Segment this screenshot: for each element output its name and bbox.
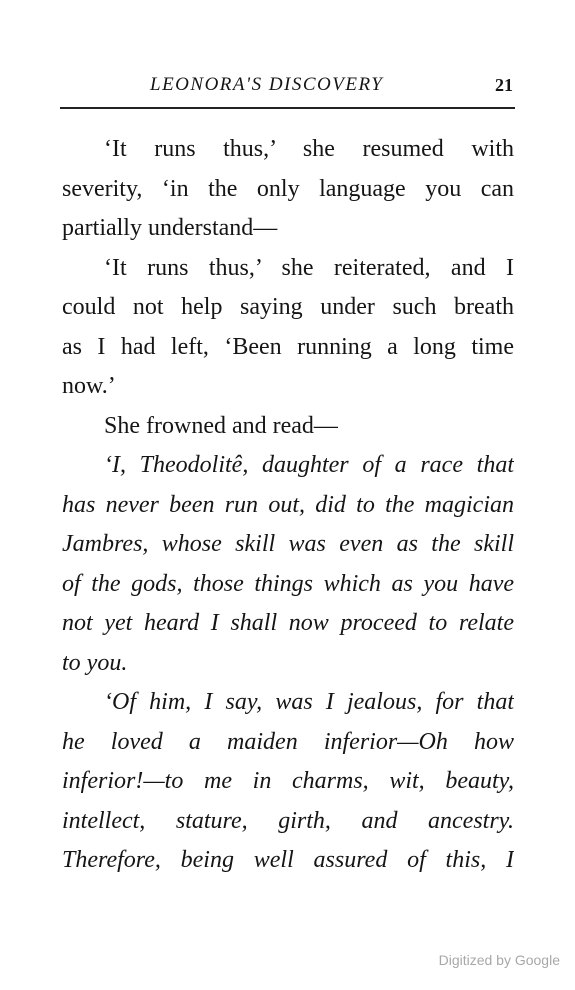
paragraph-5 bbox=[62, 683, 514, 881]
text-line: of the gods, those things which as you have bbox=[62, 570, 514, 597]
google-watermark: Digitized by Google bbox=[438, 952, 560, 968]
text-line: not yet heard I shall now proceed to relate bbox=[62, 610, 514, 636]
text-line: partially understand— bbox=[62, 215, 278, 241]
paragraph-2 bbox=[62, 249, 514, 407]
text-line: Therefore, being well assured of this, I bbox=[62, 847, 514, 873]
text-line: as I had left, ‘Been running a long time bbox=[62, 333, 514, 360]
text-line: severity, ‘in the only language you can bbox=[62, 175, 514, 202]
paragraph-4 bbox=[62, 446, 514, 683]
text-line: he loved a maiden inferior—Oh how bbox=[62, 728, 514, 755]
paragraph-1 bbox=[62, 130, 514, 249]
running-head bbox=[60, 74, 515, 104]
text-line: She frowned and read— bbox=[104, 412, 338, 439]
text-line: ‘Of him, I say, was I jealous, for that bbox=[104, 689, 514, 715]
text-line: Jambres, whose skill was even as the skill bbox=[62, 531, 514, 557]
paragraph-3 bbox=[62, 407, 514, 447]
text-line: ‘It runs thus,’ she reiterated, and I bbox=[104, 254, 514, 281]
text-line: ‘It runs thus,’ she resumed with bbox=[104, 136, 514, 162]
text-line: to you. bbox=[62, 649, 128, 676]
header-rule bbox=[60, 107, 515, 109]
text-line: ‘I, Theodolitê, daughter of a race that bbox=[104, 452, 514, 478]
text-line: now.’ bbox=[62, 373, 116, 399]
body-text bbox=[62, 130, 514, 881]
text-line: inferior!—to me in charms, wit, beauty, bbox=[62, 768, 514, 794]
text-line: intellect, stature, girth, and ancestry. bbox=[62, 807, 514, 834]
text-line: has never been run out, did to the magician bbox=[62, 491, 514, 518]
page-number: 21 bbox=[495, 75, 513, 95]
running-title: LEONORA'S DISCOVERY bbox=[150, 74, 384, 95]
text-line: could not help saying under such breath bbox=[62, 294, 514, 320]
